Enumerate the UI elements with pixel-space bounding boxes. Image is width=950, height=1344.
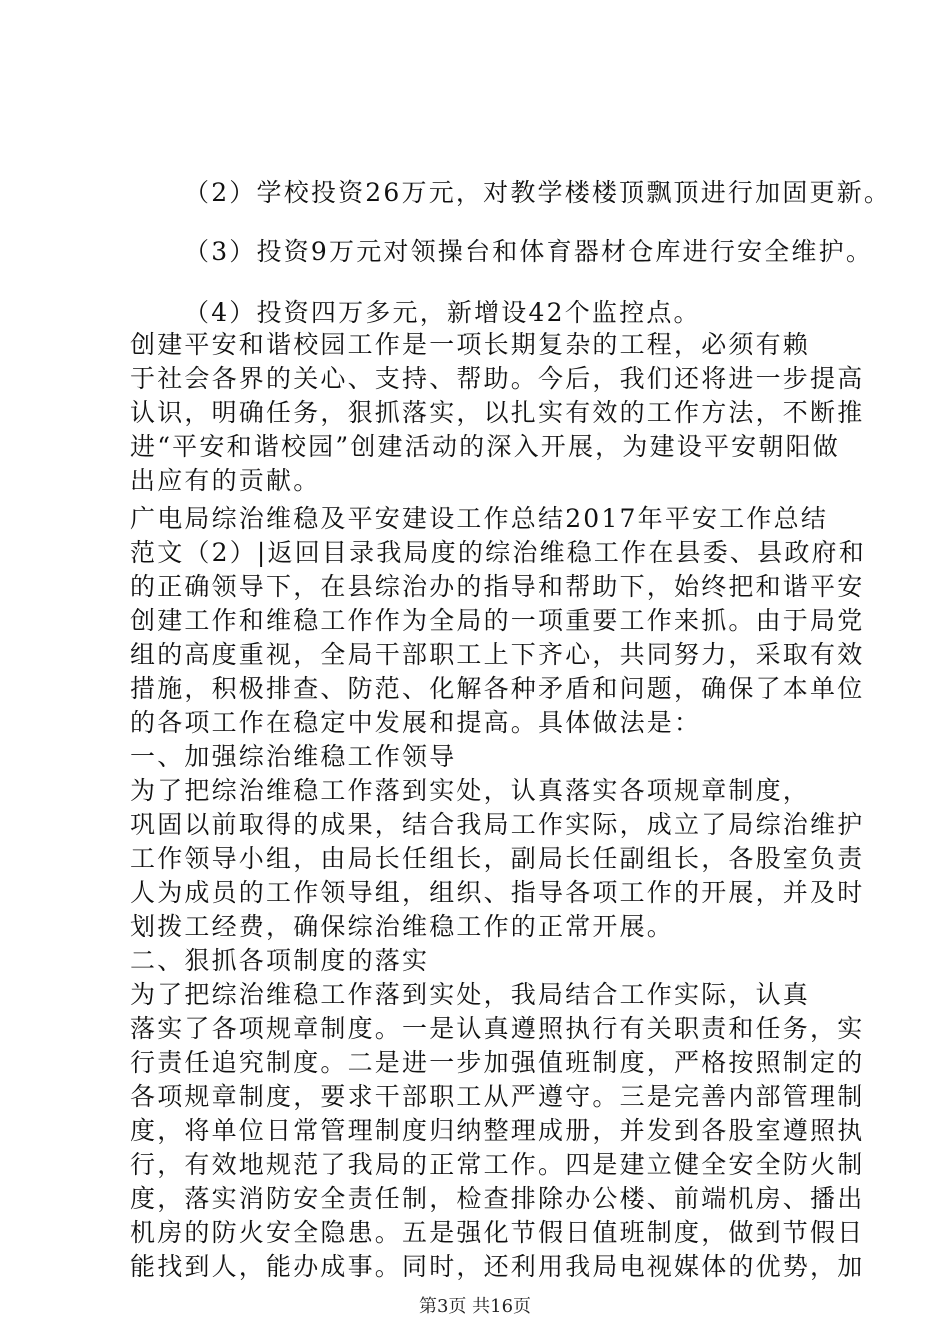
text-line: （3）投资9万元对领操台和体育器材仓库进行安全维护。 [184, 237, 874, 266]
text-line: 组的高度重视，全局干部职工上下齐心，共同努力，采取有效 [130, 640, 865, 669]
text-line: 的正确领导下，在县综治办的指导和帮助下，始终把和谐平安 [130, 572, 865, 601]
text-line: 范文（2）|返回目录我局度的综治维稳工作在县委、县政府和 [130, 538, 866, 567]
text-line: 措施，积极排查、防范、化解各种矛盾和问题，确保了本单位 [130, 674, 865, 703]
text-line: 巩固以前取得的成果，结合我局工作实际，成立了局综治维护 [130, 810, 865, 839]
page-footer: 第3页 共16页 [418, 1296, 532, 1317]
text-line: 创建工作和维稳工作作为全局的一项重要工作来抓。由于局党 [130, 606, 865, 635]
text-line: 广电局综治维稳及平安建设工作总结2017年平安工作总结 [130, 504, 829, 533]
section-heading: 二、狠抓各项制度的落实 [130, 946, 430, 975]
text-line: 能找到人，能办成事。同时，还利用我局电视媒体的优势，加 [130, 1252, 865, 1281]
text-line: 创建平安和谐校园工作是一项长期复杂的工程，必须有赖 [130, 330, 811, 359]
text-line: 认识，明确任务，狠抓落实，以扎实有效的工作方法，不断推 [130, 398, 865, 427]
text-line: （4）投资四万多元，新增设42个监控点。 [184, 298, 701, 327]
text-line: 出应有的贡献。 [130, 466, 321, 495]
text-line: 行，有效地规范了我局的正常工作。四是建立健全安全防火制 [130, 1150, 865, 1179]
text-line: 机房的防火安全隐患。五是强化节假日值班制度，做到节假日 [130, 1218, 865, 1247]
text-line: 的各项工作在稳定中发展和提高。具体做法是： [130, 708, 702, 737]
text-line: 工作领导小组，由局长任组长，副局长任副组长，各股室负责 [130, 844, 865, 873]
text-line: 度，将单位日常管理制度归纳整理成册，并发到各股室遵照执 [130, 1116, 865, 1145]
text-line: 划拨工经费，确保综治维稳工作的正常开展。 [130, 912, 675, 941]
text-line: 进“平安和谐校园”创建活动的深入开展，为建设平安朝阳做 [130, 432, 840, 461]
text-line: 度，落实消防安全责任制，检查排除办公楼、前端机房、播出 [130, 1184, 865, 1213]
text-line: 为了把综治维稳工作落到实处，认真落实各项规章制度， [130, 776, 811, 805]
text-line: 于社会各界的关心、支持、帮助。今后，我们还将进一步提高 [130, 364, 865, 393]
section-heading: 一、加强综治维稳工作领导 [130, 742, 457, 771]
text-line: 落实了各项规章制度。一是认真遵照执行有关职责和任务，实 [130, 1014, 865, 1043]
text-line: 人为成员的工作领导组，组织、指导各项工作的开展，并及时 [130, 878, 865, 907]
text-line: 为了把综治维稳工作落到实处，我局结合工作实际，认真 [130, 980, 811, 1009]
text-line: 各项规章制度，要求干部职工从严遵守。三是完善内部管理制 [130, 1082, 865, 1111]
text-line: 行责任追究制度。二是进一步加强值班制度，严格按照制定的 [130, 1048, 865, 1077]
text-line: （2）学校投资26万元，对教学楼楼顶飘顶进行加固更新。 [184, 178, 892, 207]
